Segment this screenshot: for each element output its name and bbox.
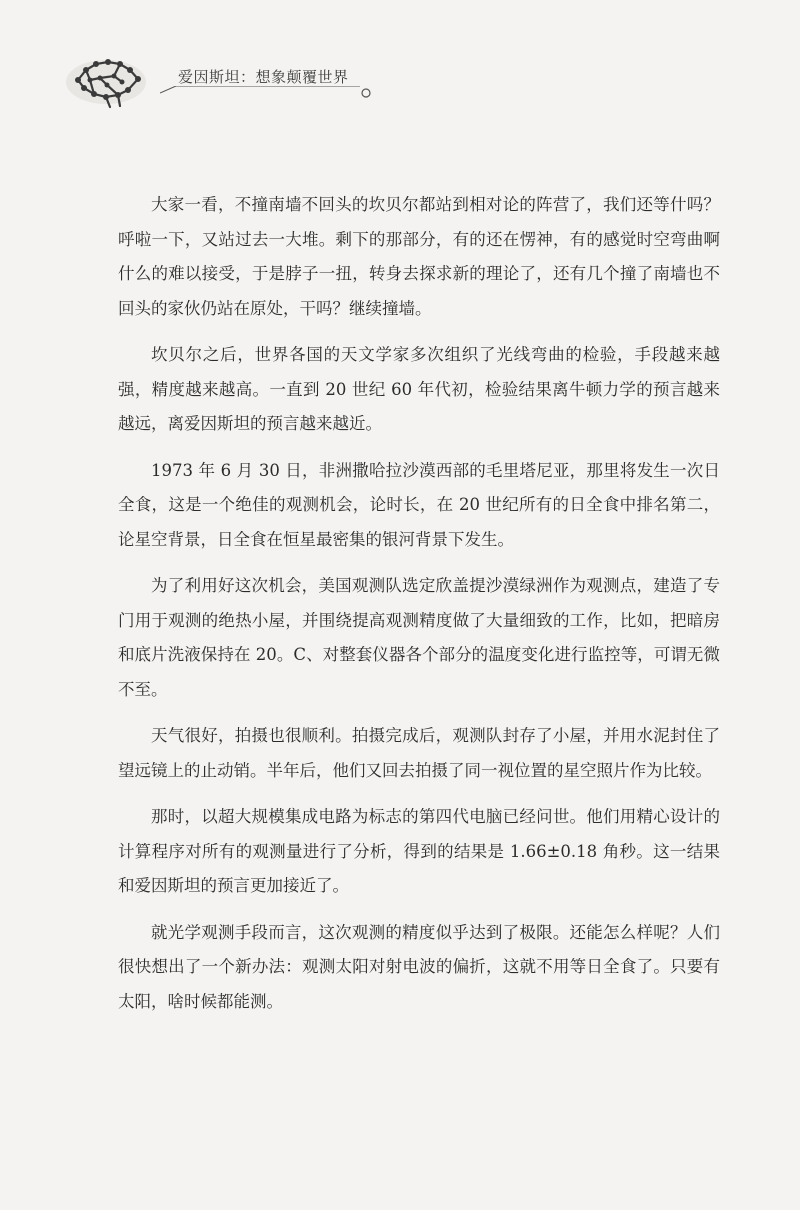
paragraph-2: 坎贝尔之后，世界各国的天文学家多次组织了光线弯曲的检验，手段越来越强，精度越来越高。一直到 20 世纪 60 年代初，检验结果离牛顿力学的预言越来越远，离爱因斯坦的预言越来越近。	[118, 345, 720, 433]
brain-circuit-icon	[60, 52, 152, 114]
header-rule-icon	[160, 86, 380, 100]
paragraph-6: 那时，以超大规模集成电路为标志的第四代电脑已经问世。他们用精心设计的计算程序对所有的观测量进行了分析，得到的结果是 1.66±0.18 角秒。这一结果和爱因斯坦的预言更加接近了。	[118, 807, 720, 895]
page-body	[118, 188, 720, 1031]
paragraph-5: 天气很好，拍摄也很顺利。拍摄完成后，观测队封存了小屋，并用水泥封住了望远镜上的止动销。半年后，他们又回去拍摄了同一视位置的星空照片作为比较。	[118, 726, 720, 780]
paragraph-4: 为了利用好这次机会，美国观测队选定欣盖提沙漠绿洲作为观测点，建造了专门用于观测的绝热小屋，并围绕提高观测精度做了大量细致的工作，比如，把暗房和底片洗液保持在 20。C、对整套仪器各个部分的温度变化进行监控等，可谓无微不至。	[118, 576, 720, 699]
paragraph-1: 大家一看，不撞南墙不回头的坎贝尔都站到相对论的阵营了，我们还等什吗？呼啦一下，又站过去一大堆。剩下的那部分，有的还在愣神，有的感觉时空弯曲啊什么的难以接受，于是脖子一扭，转身去探求新的理论了，还有几个撞了南墙也不回头的家伙仍站在原处，干吗？继续撞墙。	[118, 195, 720, 318]
paragraph-7: 就光学观测手段而言，这次观测的精度似乎达到了极限。还能怎么样呢？人们很快想出了一个新办法：观测太阳对射电波的偏折，这就不用等日全食了。只要有太阳，啥时候都能测。	[118, 922, 720, 1011]
page-header	[60, 52, 380, 114]
paragraph-3: 1973 年 6 月 30 日，非洲撒哈拉沙漠西部的毛里塔尼亚，那里将发生一次日全食，这是一个绝佳的观测机会，论时长，在 20 世纪所有的日全食中排名第二，论星空背景，日全食在恒星最密集的银河背景下发生。	[118, 460, 720, 549]
header-title: 爱因斯坦：想象颠覆世界	[178, 68, 349, 86]
